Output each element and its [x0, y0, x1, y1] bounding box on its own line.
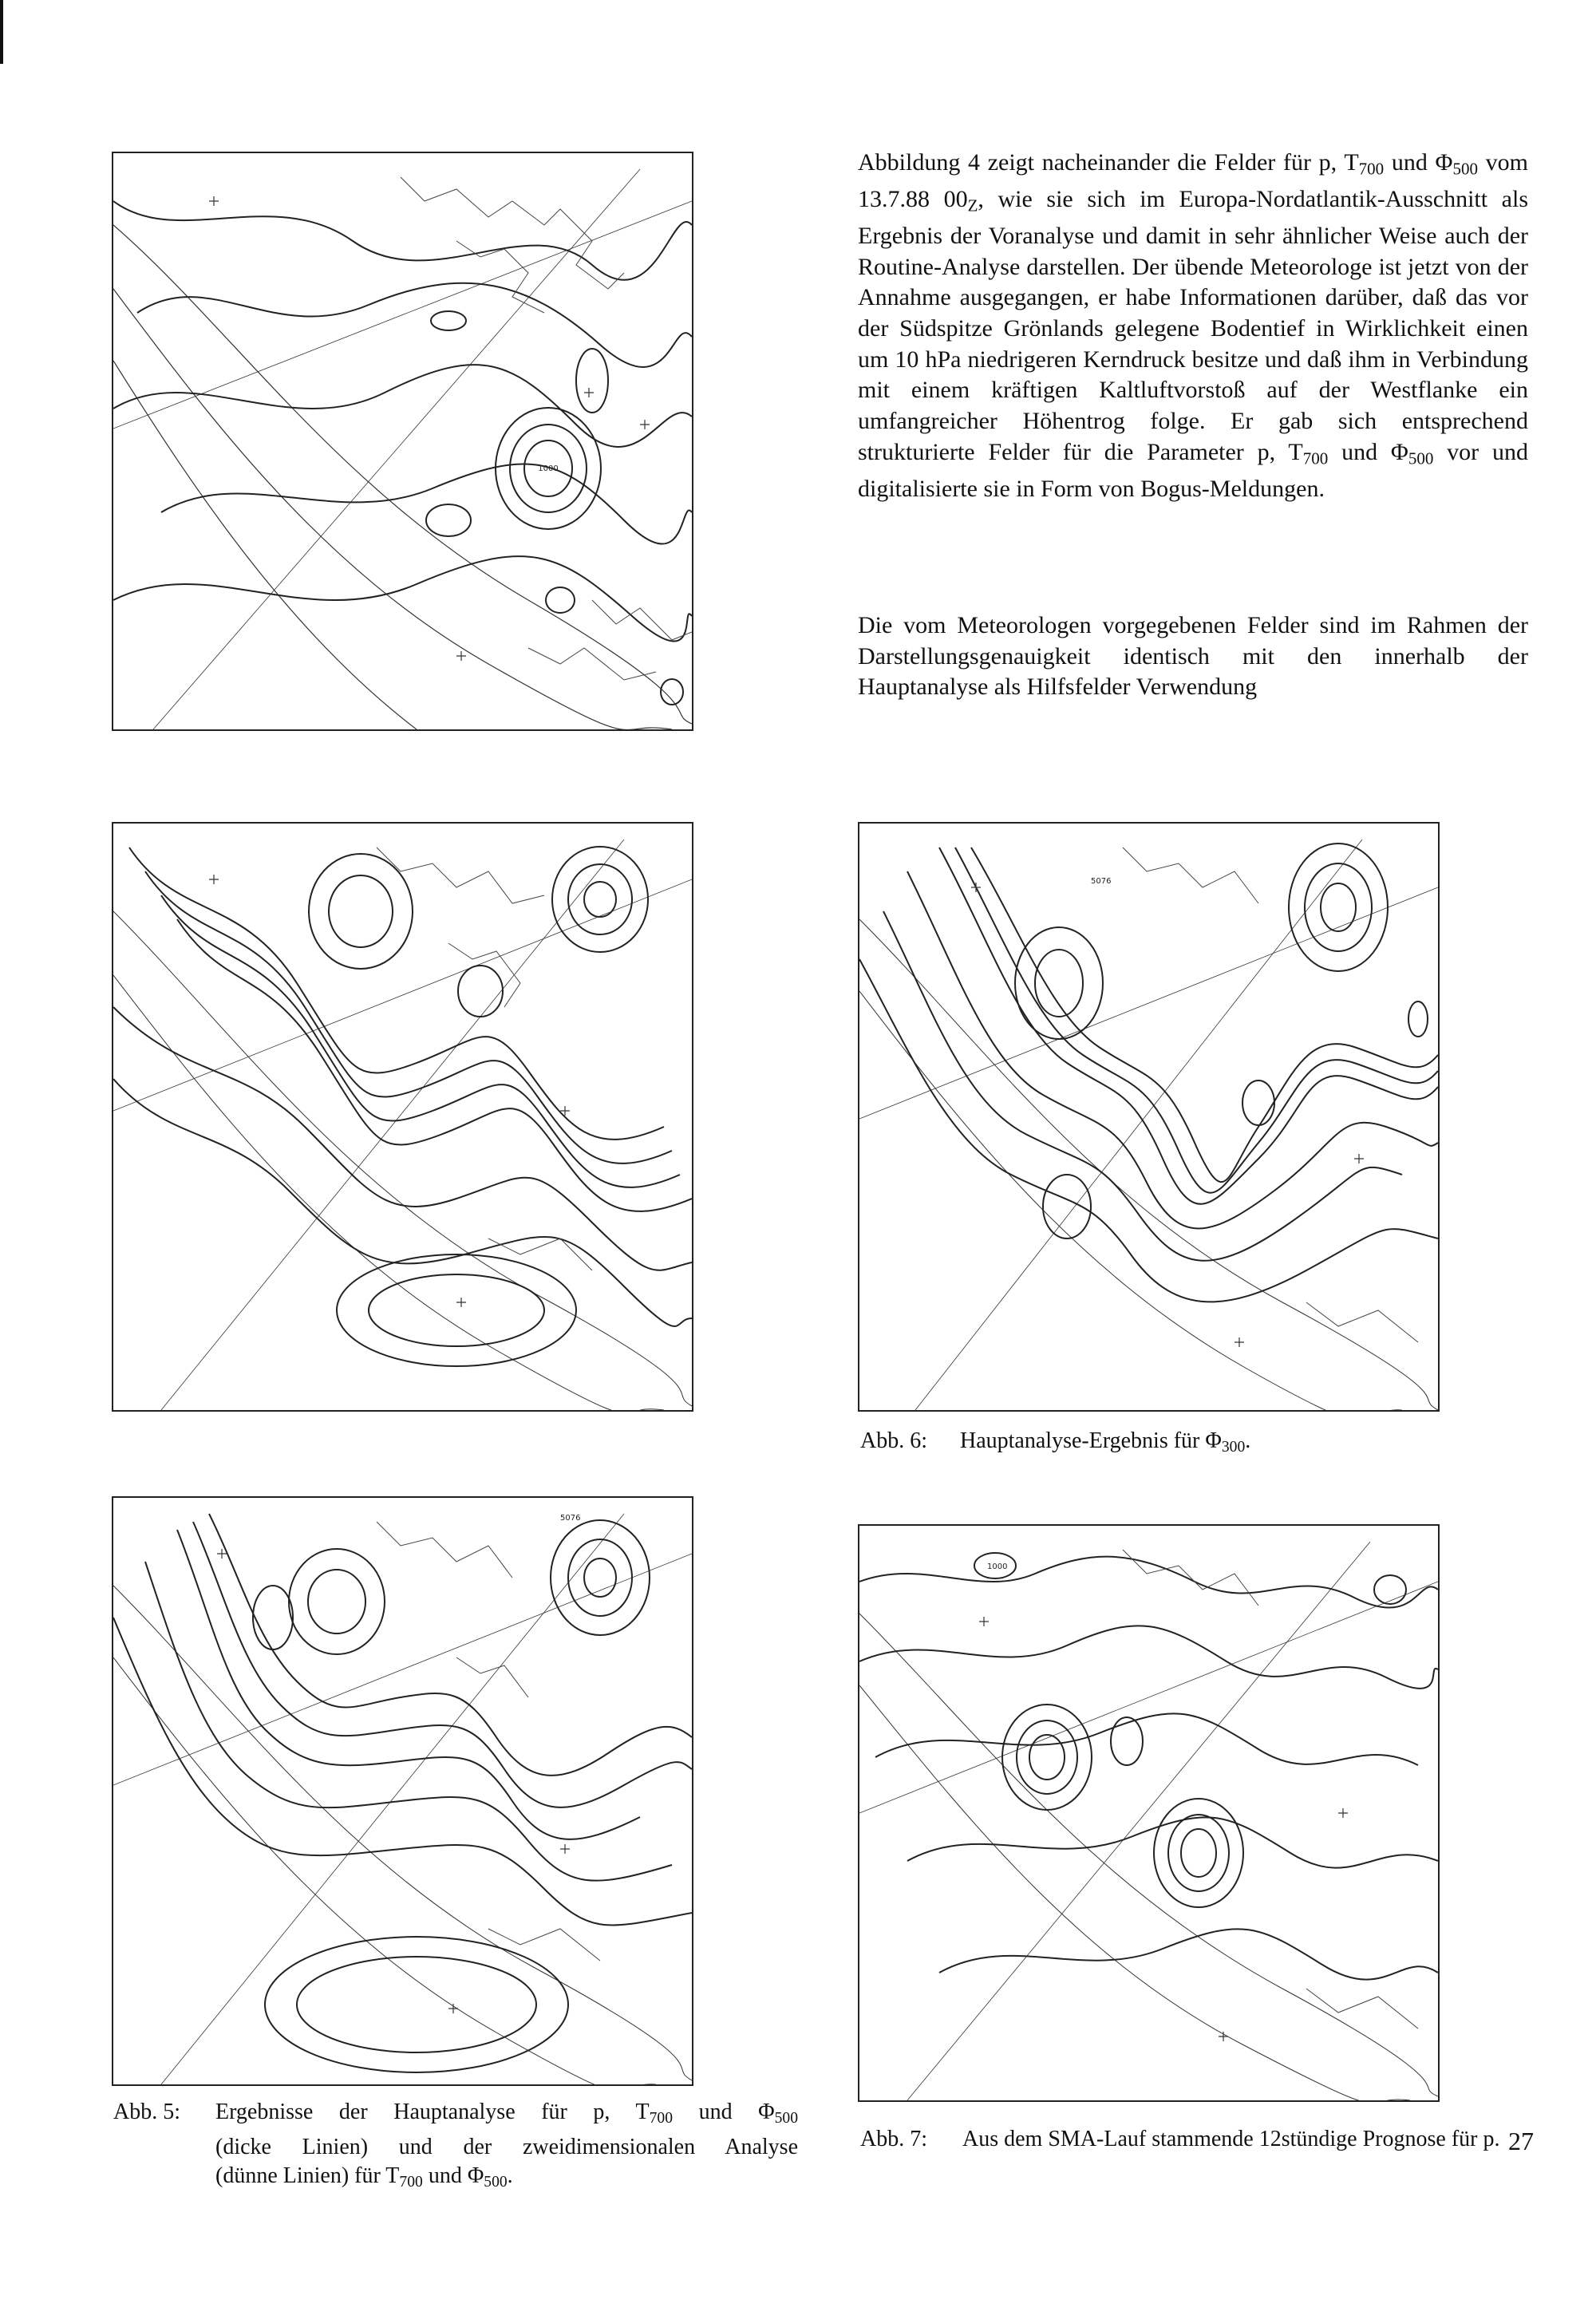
- caption-text: .: [1245, 1428, 1251, 1453]
- figure-7-map: [858, 1524, 1440, 2102]
- figure-5-caption-line-2: (dicke Linien) und der zweidimensionalen Analyse: [215, 2134, 798, 2159]
- figure-5-caption-line-3: [215, 2162, 798, 2197]
- caption-text: Ergebnisse der Hauptanalyse für p, T: [215, 2100, 650, 2124]
- subscript: 500: [1408, 448, 1434, 468]
- figure-5-caption-text: [215, 2098, 798, 2197]
- figure-6-contours: [859, 824, 1438, 1410]
- left-margin-rule: [0, 0, 3, 64]
- subscript: 700: [1358, 159, 1385, 179]
- figure-5-map-bottom: [112, 1496, 693, 2086]
- figure-5-caption-label: Abb. 5:: [113, 2100, 180, 2124]
- figure-4-map: [112, 152, 693, 731]
- figure-5-contours-bottom: [113, 1498, 692, 2084]
- paragraph-1-text-e: und Φ: [1328, 438, 1408, 465]
- caption-text: und Φ: [673, 2100, 775, 2124]
- figure-6-height-label: 5076: [1091, 877, 1112, 886]
- subscript: Z: [967, 196, 978, 215]
- caption-text: (dünne Linien) für T: [215, 2163, 400, 2188]
- figure-4-pressure-label: 1000: [538, 464, 559, 473]
- subscript: 500: [1452, 159, 1478, 179]
- figure-6-caption-text: [960, 1427, 1250, 1462]
- subscript: 700: [1302, 448, 1329, 468]
- paragraph-2-text: Die vom Meteorologen vorgegebenen Felder sind im Rahmen der Darstellungsgenauigkeit identisch mit den innerhalb der Hauptanalyse als Hilfsfelder Verwendung: [858, 612, 1528, 701]
- subscript: 700: [649, 2109, 673, 2127]
- figure-5-caption: [113, 2098, 800, 2194]
- figure-5-contours-top: [113, 824, 692, 1410]
- figure-6-caption-label: Abb. 6:: [860, 1428, 927, 1453]
- figure-5-map-top: [112, 822, 693, 1412]
- paragraph-1-text-a: Abbildung 4 zeigt nacheinander die Felder für p, T: [858, 149, 1359, 176]
- paragraph-1-text-b: und Φ: [1384, 149, 1453, 176]
- subscript: 700: [399, 2173, 423, 2191]
- figure-5-caption-line-1: [215, 2098, 798, 2133]
- subscript: 300: [1221, 1438, 1246, 1456]
- figure-5-height-label: 5076: [560, 1514, 581, 1523]
- figure-7-caption-label: Abb. 7:: [860, 2127, 927, 2151]
- caption-text: .: [507, 2163, 513, 2188]
- caption-text: Hauptanalyse-Ergebnis für Φ: [960, 1428, 1222, 1453]
- caption-text: und Φ: [422, 2163, 484, 2188]
- figure-7-caption: [860, 2125, 1539, 2189]
- figure-7-pressure-label: 1000: [987, 1562, 1008, 1571]
- figure-6-map: [858, 822, 1440, 1412]
- paragraph-1-text-c: vom 13.7.88 00: [858, 149, 1528, 212]
- paragraph-1-text-f: vor und digitalisierte sie in Form von Bogus-Meldungen.: [858, 438, 1528, 502]
- figure-7-caption-text: Aus dem SMA-Lauf stammende 12stündige Prognose für p.: [962, 2127, 1500, 2151]
- figure-7-contours: [859, 1526, 1438, 2100]
- figure-4-contours: [113, 153, 692, 729]
- paragraph-1: [858, 148, 1528, 504]
- paragraph-1-text-d: , wie sie sich im Europa-Nordatlantik-Ausschnitt als Ergebnis der Voranalyse und damit in sehr ähnlicher Weise auch der Routine-Analyse darstellen. Der übende Meteorologe ist jetzt von der Annahme ausgegangen, er habe Informationen darüber, daß das vor der Südspitze Grönlands gelegene Bodentief in Wirklichkeit einen um 10 hPa niedrigeren Kerndruck besitze und daß ihm in Verbindung mit einem kräftigen Kaltluftvorstoß auf der Westflanke ein umfangreicher Höhentrog folge. Er gab sich entsprechend strukturierte Felder für die Parameter p, T: [858, 185, 1528, 465]
- figure-6-caption: [860, 1427, 1539, 1459]
- subscript: 500: [484, 2173, 508, 2191]
- subscript: 500: [774, 2109, 799, 2127]
- paragraph-2: [858, 610, 1528, 703]
- page-number: 27: [1508, 2127, 1534, 2155]
